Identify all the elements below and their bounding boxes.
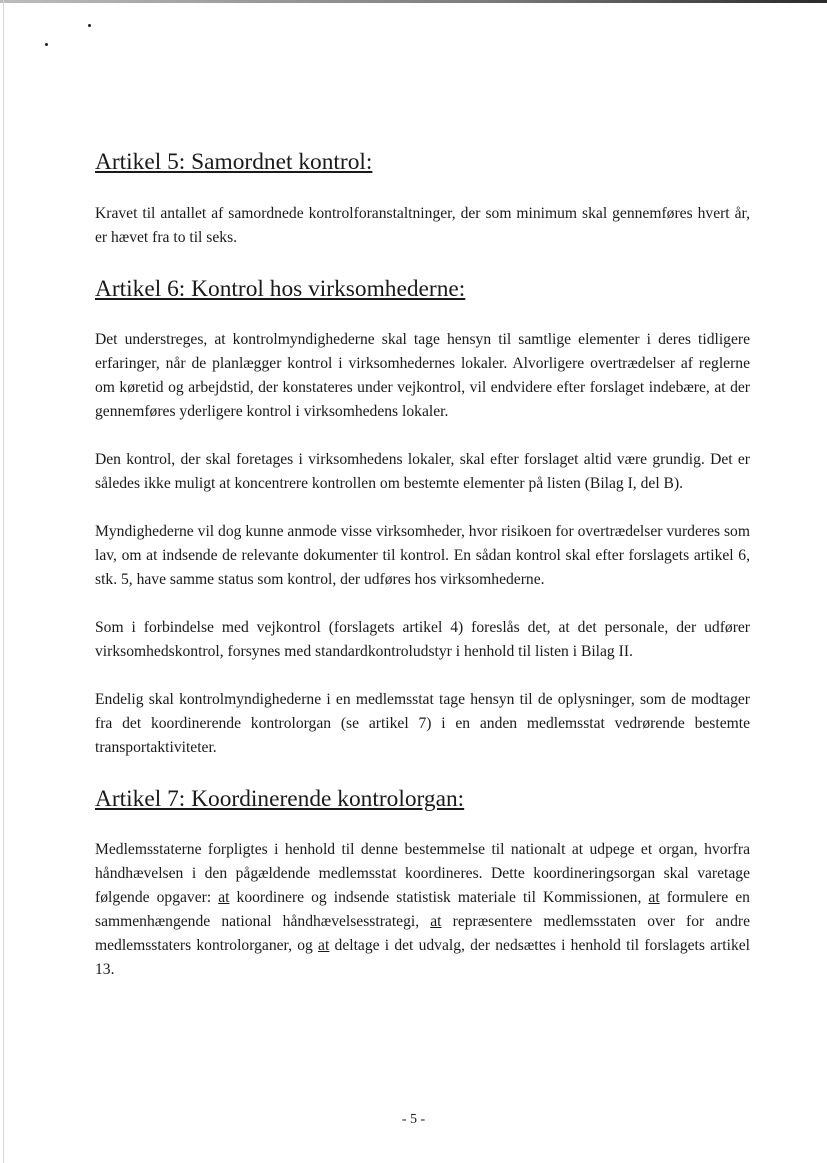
page-number: - 5 - — [401, 1112, 426, 1127]
paragraph: Den kontrol, der skal foretages i virksomhedens lokaler, skal efter forslaget altid være grundig. Det er således ikke muligt at koncentrere kontrollen om bestemte elementer på listen (Bilag I, del B). — [95, 451, 750, 492]
underlined-at: at — [648, 889, 660, 906]
underlined-at: at — [430, 913, 442, 930]
document-body — [95, 150, 750, 982]
text-run: Medlemsstaterne forpligtes i henhold til denne bestemmelse til nationalt at udpege et organ, hvorfra håndhævelsen i den pågældende medlemsstat koordineres. Dette koordineringsorgan skal varetage følgende opgaver: — [95, 841, 750, 906]
underlined-at: at — [218, 889, 230, 906]
scan-speck — [45, 43, 48, 46]
paragraph: Kravet til antallet af samordnede kontrolforanstaltninger, der som minimum skal gennemføres hvert år, er hævet fra to til seks. — [95, 205, 750, 246]
paragraph: Endelig skal kontrolmyndighederne i en medlemsstat tage hensyn til de oplysninger, som de modtager fra det koordinerende kontrolorgan (se artikel 7) i en anden medlemsstat vedrørende bestemte transportaktiviteter. — [95, 691, 750, 756]
scan-left-edge — [3, 0, 4, 1163]
text-run: koordinere og indsende statistisk materiale til Kommissionen, — [229, 889, 649, 906]
scan-speck — [88, 24, 91, 27]
paragraph: Det understreges, at kontrolmyndighederne skal tage hensyn til samtlige elementer i deres tidligere erfaringer, når de planlægger kontrol i virksomhedernes lokaler. Alvorligere overtrædelser af reglerne om køretid og arbejdstid, der konstateres under vejkontrol, vil endvidere efter forslaget indebære, at der gennemføres yderligere kontrol i virksomhedens lokaler. — [95, 331, 750, 420]
text-run: repræsentere medlemsstaten over for andre medlemsstaters kontrolorganer, og — [95, 913, 750, 954]
underlined-at: at — [318, 937, 330, 954]
section-heading-artikel-5: Artikel 5: Samordnet kontrol: — [95, 149, 373, 175]
section-heading-artikel-7: Artikel 7: Koordinerende kontrolorgan: — [95, 786, 465, 812]
paragraph: Myndighederne vil dog kunne anmode visse virksomheder, hvor risikoen for overtrædelser vurderes som lav, om at indsende de relevante dokumenter til kontrol. En sådan kontrol skal efter forslagets artikel 6, stk. 5, have samme status som kontrol, der udføres hos virksomhederne. — [95, 523, 750, 588]
text-run: formulere en sammenhængende national håndhævelsesstrategi, — [95, 889, 750, 930]
paragraph: Som i forbindelse med vejkontrol (forslagets artikel 4) foreslås det, at det personale, der udfører virksomhedskontrol, forsynes med standardkontroludstyr i henhold til listen i Bilag II. — [95, 619, 750, 660]
text-run: deltage i det udvalg, der nedsættes i henhold til forslagets artikel 13. — [95, 937, 750, 978]
section-heading-artikel-6: Artikel 6: Kontrol hos virksomhederne: — [95, 276, 466, 302]
paragraph-artikel-7 — [95, 838, 750, 982]
scan-top-edge — [0, 0, 827, 3]
